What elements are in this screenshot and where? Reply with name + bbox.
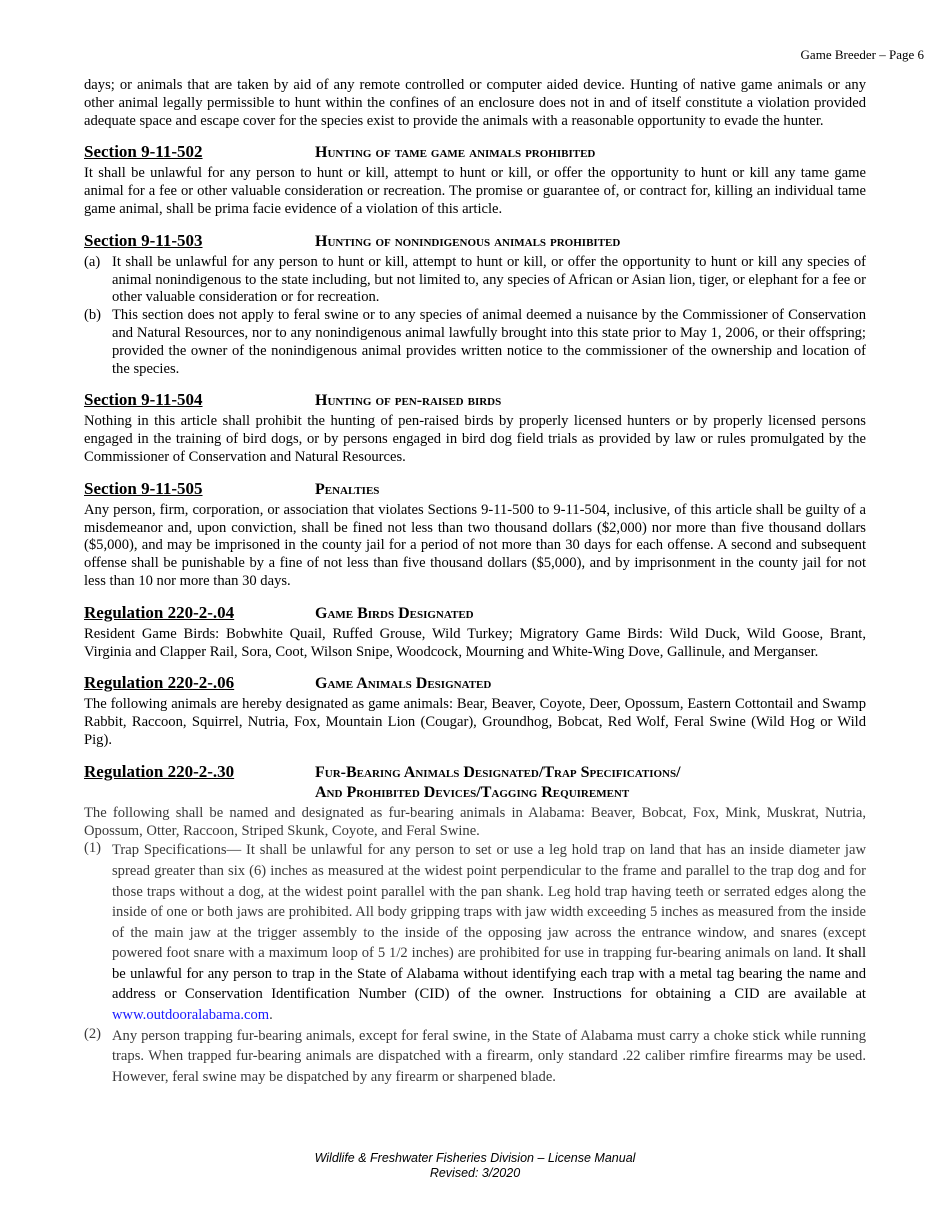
list-item-503b (84, 307, 866, 378)
item-label: (1) (84, 840, 102, 857)
section-number: Section 9-11-505 (84, 478, 203, 498)
list-item-503a (84, 254, 866, 307)
item-label: (2) (84, 1025, 102, 1042)
section-number: Section 9-11-504 (84, 390, 203, 410)
regulation-body-30: The following shall be named and designated as fur-bearing animals in Alabama: Beaver, Bobcat, Fox, Mink, Muskrat, Nutria, Opossum, Otter, Raccoon, Striped Skunk, Coyote, and Feral Swine. (84, 804, 866, 839)
intro-paragraph: days; or animals that are taken by aid of any remote controlled or computer aided device. Hunting of native game animals or any other animal legally permissible to hunt within the confines of an enclosure does not in and of itself constitute a violation provided adequate space and escape cover for the species exist to provide the animals with a reasonable opportunity to evade the hunter. (84, 77, 866, 129)
item-text: This section does not apply to feral swine or to any species of animal deemed a nuisance by the Commissioner of Conservation and Natural Resources, nor to any nonindigenous animal lawfully brought into this state prior to May 1, 2006, or their offspring; provided the owner of the nonindigenous animal provides written notice to the commissioner of the ownership and location of the species. (112, 307, 866, 377)
regulation-heading-06 (84, 673, 866, 694)
regulation-title: Game Animals Designated (315, 675, 492, 693)
section-title: Hunting of pen-raised birds (315, 392, 502, 410)
section-heading-502 (84, 142, 866, 163)
item-text: It shall be unlawful for any person to hunt or kill, attempt to hunt or kill, or offer the opportunity to hunt or kill any species of animal nonindigenous to the state including, but not limited to, any species of African or Asian lion, tiger, or elephant for a fee or other valuable consideration or for recreation. (112, 253, 866, 306)
section-heading-504 (84, 390, 866, 411)
item-text: Any person trapping fur-bearing animals, except for feral swine, in the State of Alabama must carry a choke stick while running traps. When trapped fur-bearing animals are dispatched with a firearm, only standard .22 caliber rimfire firearms may be used. However, feral swine may be dispatched by any firearm or sharpened blade. (112, 1027, 866, 1085)
regulation-number: Regulation 220-2-.04 (84, 602, 235, 622)
page-header: Game Breeder – Page 6 (800, 47, 924, 62)
section-title: Hunting of tame game animals prohibited (315, 144, 596, 162)
tagging-requirement-text: It shall be unlawful for any person to trap in the State of Alabama without identifying each trap with a metal tag bearing the name and address or Conservation Identification Number (CID) of the owner. Instructions for obtaining a CID are available at (112, 945, 866, 1003)
section-heading-503 (84, 231, 866, 252)
outdooralabama-link[interactable]: www.outdooralabama.com (112, 1007, 270, 1024)
regulation-number: Regulation 220-2-.06 (84, 673, 235, 693)
list-item-30-2 (84, 1026, 866, 1088)
regulation-body-06: The following animals are hereby designated as game animals: Bear, Beaver, Coyote, Deer, Opossum, Eastern Cottontail and Swamp Rabbit, Raccoon, Squirrel, Nutria, Fox, Mountain Lion (Cougar), Groundhog, Bobcat, Red Wolf, Feral Swine (Wild Hog or Wild Pig). (84, 696, 866, 748)
regulation-heading-30 (84, 762, 866, 803)
list-item-30-1 (84, 840, 866, 1025)
section-heading-505 (84, 479, 866, 500)
regulation-number: Regulation 220-2-.30 (84, 761, 235, 781)
regulation-title (315, 763, 681, 803)
footer-line-2: Revised: 3/2020 (429, 1166, 521, 1180)
regulation-body-04: Resident Game Birds: Bobwhite Quail, Ruffed Grouse, Wild Turkey; Migratory Game Birds: Wild Duck, Wild Goose, Brant, Virginia and Clapper Rail, Sora, Coot, Wilson Snipe, Woodcock, Mourning and White-Wing Dove, Gallinule, and Merganser. (84, 625, 866, 660)
document-body (84, 77, 866, 1087)
item-end: . (269, 1007, 273, 1024)
section-number: Section 9-11-502 (84, 142, 203, 162)
page-footer (0, 1151, 950, 1181)
regulation-heading-04 (84, 603, 866, 624)
section-body-502: It shall be unlawful for any person to hunt or kill, attempt to hunt or kill, or offer the opportunity to hunt or kill any tame game animal for a fee or other valuable consideration or recreation. The promise or guarantee of, or contract for, killing an individual tame game animal, shall be prima facie evidence of a violation of this article. (84, 165, 866, 217)
regulation-title: Game Birds Designated (315, 604, 474, 622)
section-number: Section 9-11-503 (84, 230, 203, 250)
section-body-505: Any person, firm, corporation, or association that violates Sections 9-11-500 to 9-11-504, inclusive, of this article shall be guilty of a misdemeanor and, upon conviction, shall be fined not less than two thousand dollars ($2,000) nor more than five thousand dollars ($5,000), and may be imprisoned in the county jail for a period of not more than 30 days for each offense. A second and subsequent offense shall be punishable by a fine of not less than five thousand dollars ($5,000), and by imprisonment in the county jail for not less than 10 nor more than 30 days. (84, 501, 866, 589)
section-title: Hunting of nonindigenous animals prohibited (315, 232, 621, 250)
section-title: Penalties (315, 480, 380, 498)
footer-line-1: Wildlife & Freshwater Fisheries Division – License Manual (314, 1151, 636, 1165)
item-label: (a) (84, 253, 101, 270)
item-label: (b) (84, 307, 102, 324)
regulation-title-line-2: And Prohibited Devices/Tagging Requirement (315, 783, 630, 801)
trap-specifications-text: Trap Specifications— It shall be unlawful for any person to set or use a leg hold trap on land that has an inside diameter jaw spread greater than six (6) inches as measured at the widest point perpendicular to the frame and parallel to the trap dog and for those traps without a dog, at the widest point parallel with the pan shank. Leg hold trap having teeth or serrated edges along the inside of one or both jaws are prohibited. All body gripping traps with jaw width exceeding 5 inches as measured from the inside of the main jaw at the trigger assembly to the inside of the opposing jaw across the entrance window, and snares (except powered foot snare with a maximum loop of 5 1/2 inches) are prohibited for use in trapping fur-bearing animals on land. (112, 842, 866, 962)
section-body-504: Nothing in this article shall prohibit the hunting of pen-raised birds by properly licensed hunters or by properly licensed persons engaged in the training of bird dogs, or by persons engaged in bird dog field trials as provided by law or rules promulgated by the Commissioner of Conservation and Natural Resources. (84, 413, 866, 465)
item-text (112, 840, 866, 1025)
regulation-title-line-1: Fur-Bearing Animals Designated/Trap Specifications/ (315, 763, 681, 781)
